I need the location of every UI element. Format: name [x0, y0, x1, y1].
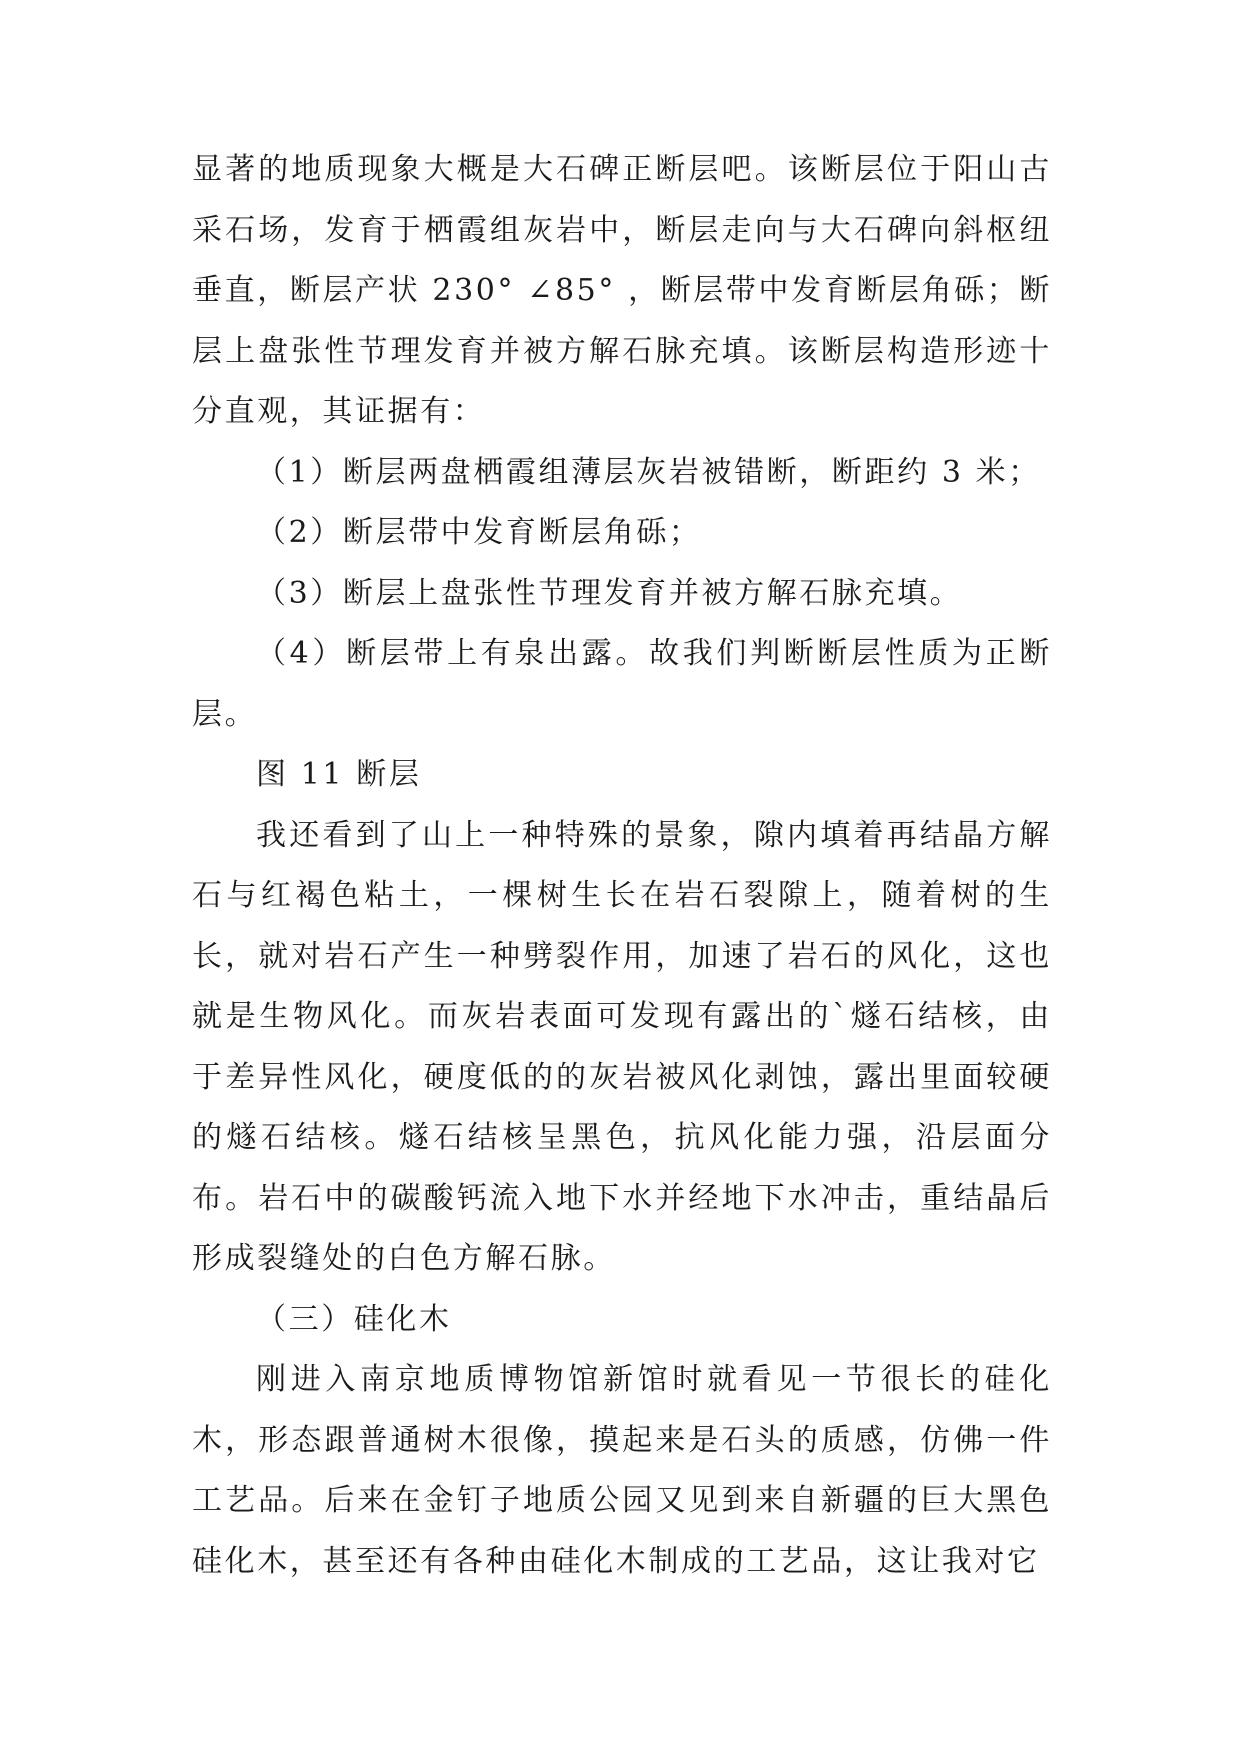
document-page: [192, 140, 1052, 1592]
paragraph-petrified-wood: 刚进入南京地质博物馆新馆时就看见一节很长的硅化木，形态跟普通树木很像，摸起来是石头的质感，仿佛一件工艺品。后来在金钉子地质公园又见到来自新疆的巨大黑色硅化木，甚至还有各种由硅化木制成的工艺品，这让我对它: [192, 1362, 1052, 1579]
evidence-item-4: （4）断层带上有泉出露。故我们判断断层性质为正断层。: [192, 636, 1052, 732]
evidence-item-3: （3）断层上盘张性节理发育并被方解石脉充填。: [256, 575, 963, 611]
section-heading: （三）硅化木: [256, 1301, 452, 1337]
evidence-item-2: （2）断层带中发育断层角砾；: [256, 515, 702, 550]
paragraph-weathering: 我还看到了山上一种特殊的景象，隙内填着再结晶方解石与红褐色粘土，一棵树生长在岩石裂隙上，随着树的生长，就对岩石产生一种劈裂作用，加速了岩石的风化，这也就是生物风化。而灰岩表面可发现有露出的`燧石结核，由于差异性风化，硬度低的的灰岩被风化剥蚀，露出里面较硬的燧石结核。燧石结核呈黑色，抗风化能力强，沿层面分布。岩石中的碳酸钙流入地下水并经地下水冲击，重结晶后形成裂缝处的白色方解石脉。: [192, 817, 1052, 1276]
evidence-item-1: （1）断层两盘栖霞组薄层灰岩被错断，断距约 3 米；: [256, 454, 1041, 490]
paragraph-fault-description: 显著的地质现象大概是大石碑正断层吧。该断层位于阳山古采石场，发育于栖霞组灰岩中，断层走向与大石碑向斜枢纽垂直，断层产状 230° ∠85° ，断层带中发育断层角砾；断层上盘张性节理发育并被方解石脉充填。该断层构造形迹十分直观，其证据有：: [192, 152, 1052, 429]
figure-caption: 图 11 断层: [256, 757, 422, 792]
